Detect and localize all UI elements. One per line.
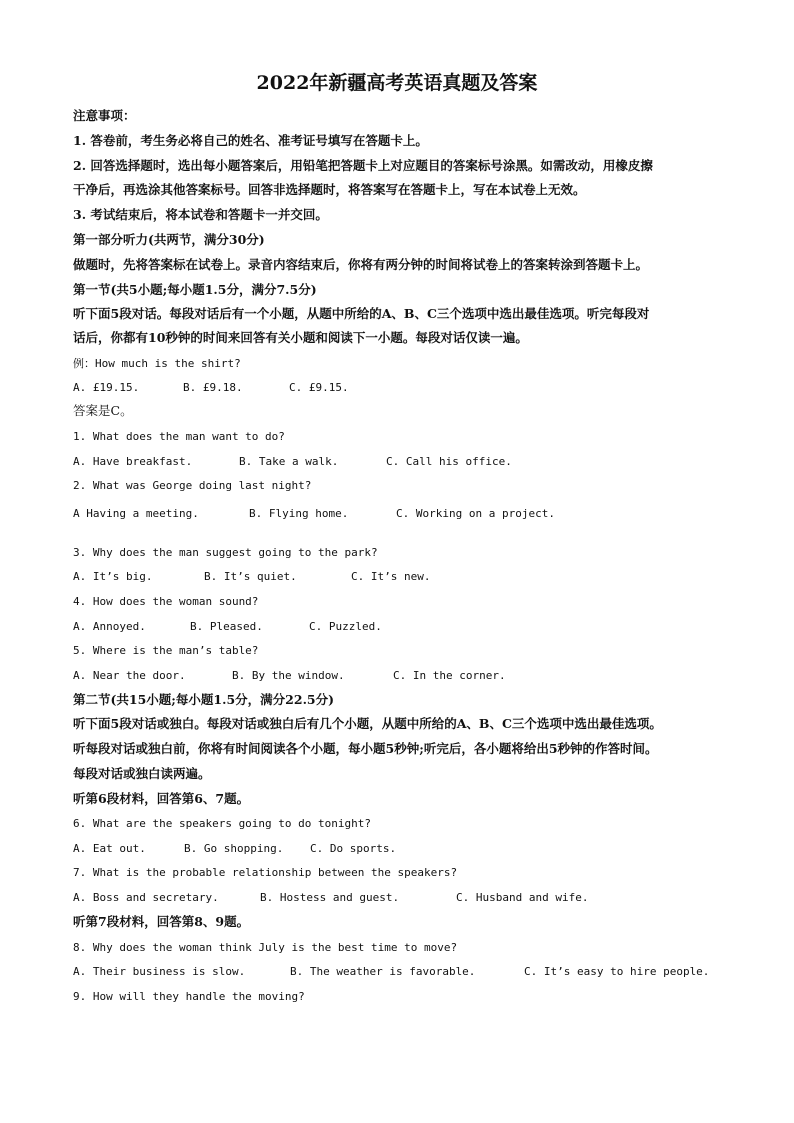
question-4: 4. How does the woman sound? <box>73 595 259 608</box>
option-c: C. In the corner. <box>393 669 506 682</box>
note-2-continued: 干净后，再选涂其他答案标号。回答非选择题时，将答案写在答题卡上，写在本试卷上无效。 <box>73 182 586 197</box>
option-a: A. Their business is slow. <box>73 965 246 978</box>
material-7-heading: 听第7段材料，回答第8、9题。 <box>73 914 250 929</box>
option-c: C. It’s easy to hire people. <box>524 965 710 978</box>
question-3: 3. Why does the man suggest going to the park? <box>73 546 378 559</box>
part1-heading: 第一部分听力(共两节，满分30分) <box>73 232 265 247</box>
question-7-options <box>73 888 588 908</box>
option-a: A. Have breakfast. <box>73 455 193 468</box>
note-2: 2. 回答选择题时，选出每小题答案后，用铅笔把答题卡上对应题目的答案标号涂黑。如需改动，用橡皮擦 <box>73 158 653 173</box>
section1-instruction-1: 听下面5段对话。每段对话后有一个小题，从题中所给的A、B、C三个选项中选出最佳选项。听完每段对 <box>73 306 650 321</box>
part1-instruction: 做题时，先将答案标在试卷上。录音内容结束后，你将有两分钟的时间将试卷上的答案转涂到答题卡上。 <box>73 257 649 272</box>
section1-instruction-2: 话后，你都有10秒钟的时间来回答有关小题和阅读下一小题。每段对话仅读一遍。 <box>73 330 528 345</box>
option-a: A Having a meeting. <box>73 507 199 520</box>
option-b: B. Pleased. <box>190 620 263 633</box>
option-b: B. By the window. <box>232 669 345 682</box>
option-b: B. It’s quiet. <box>204 570 297 583</box>
question-4-options <box>73 617 382 637</box>
question-8-options <box>73 962 709 982</box>
option-a: A. £19.15. <box>73 381 140 394</box>
option-c: C. Do sports. <box>310 842 397 855</box>
question-9: 9. How will they handle the moving? <box>73 990 305 1003</box>
section1-heading: 第一节(共5小题;每小题1.5分，满分7.5分) <box>73 282 317 297</box>
option-a: A. Annoyed. <box>73 620 146 633</box>
question-1: 1. What does the man want to do? <box>73 430 285 443</box>
option-b: B. £9.18. <box>183 381 243 394</box>
question-5: 5. Where is the man’s table? <box>73 644 259 657</box>
note-1: 1. 答卷前，考生务必将自己的姓名、准考证号填写在答题卡上。 <box>73 133 428 148</box>
section2-instruction-3: 每段对话或独白读两遍。 <box>73 766 211 781</box>
question-2: 2. What was George doing last night? <box>73 479 312 492</box>
question-1-options <box>73 452 512 472</box>
option-b: B. Flying home. <box>249 507 349 520</box>
question-5-options <box>73 666 506 686</box>
section2-heading: 第二节(共15小题;每小题1.5分，满分22.5分) <box>73 692 335 707</box>
notes-heading: 注意事项： <box>73 108 136 123</box>
option-c: C. It’s new. <box>351 570 431 583</box>
question-2-options <box>73 504 555 524</box>
option-c: C. £9.15. <box>289 381 349 394</box>
page-title: 2022年新疆高考英语真题及答案 <box>256 72 538 94</box>
option-c: C. Husband and wife. <box>456 891 589 904</box>
example-answer: 答案是C。 <box>73 403 133 418</box>
question-6: 6. What are the speakers going to do tonight? <box>73 817 372 830</box>
example-options <box>73 378 349 398</box>
note-3: 3. 考试结束后，将本试卷和答题卡一并交回。 <box>73 207 328 222</box>
option-a: A. It’s big. <box>73 570 153 583</box>
option-b: B. Take a walk. <box>239 455 339 468</box>
option-a: A. Eat out. <box>73 842 146 855</box>
example-question: 例：How much is the shirt? <box>73 357 241 370</box>
option-a: A. Boss and secretary. <box>73 891 219 904</box>
question-7: 7. What is the probable relationship between the speakers? <box>73 866 458 879</box>
material-6-heading: 听第6段材料，回答第6、7题。 <box>73 791 250 806</box>
option-b: B. Hostess and guest. <box>260 891 400 904</box>
question-8: 8. Why does the woman think July is the best time to move? <box>73 941 458 954</box>
option-c: C. Call his office. <box>386 455 512 468</box>
section2-instruction-1: 听下面5段对话或独白。每段对话或独白后有几个小题，从题中所给的A、B、C三个选项中选出最佳选项。 <box>73 716 662 731</box>
question-6-options <box>73 839 396 859</box>
option-a: A. Near the door. <box>73 669 186 682</box>
option-c: C. Working on a project. <box>396 507 555 520</box>
section2-instruction-2: 听每段对话或独白前，你将有时间阅读各个小题，每小题5秒钟;听完后，各小题将给出5秒钟的作答时间。 <box>73 741 658 756</box>
option-b: B. Go shopping. <box>184 842 284 855</box>
option-c: C. Puzzled. <box>309 620 382 633</box>
option-b: B. The weather is favorable. <box>290 965 476 978</box>
question-3-options <box>73 567 430 587</box>
